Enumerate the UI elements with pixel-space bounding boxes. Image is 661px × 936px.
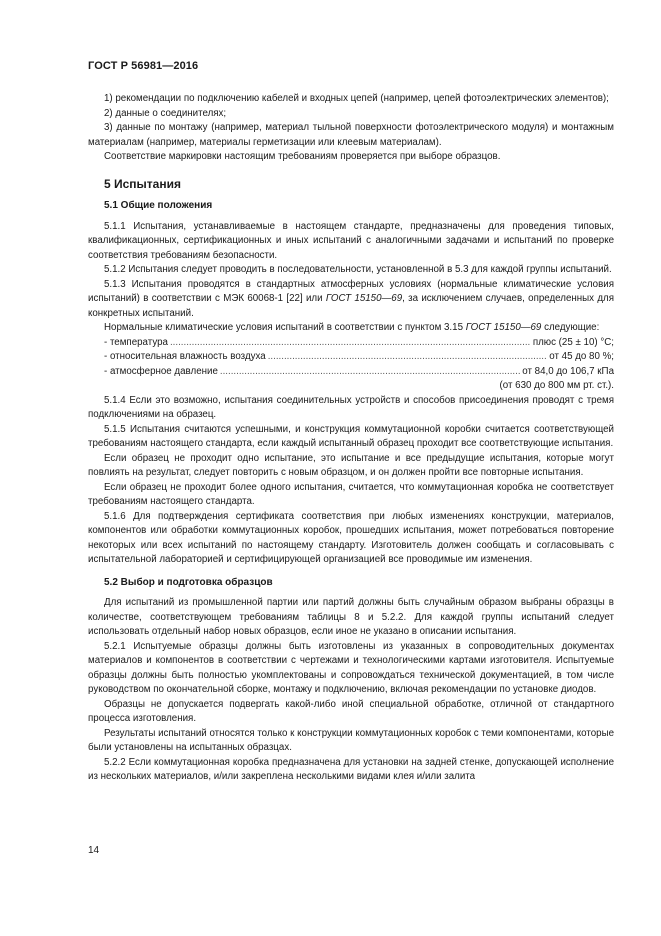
standard-reference: ГОСТ 15150—69 <box>325 293 403 304</box>
paragraph-5-2-1: 5.2.1 Испытуемые образцы должны быть изготовлены из указанных в сопроводительных документах материалов и компонентов в соответствии с чертежами и технологическими картами изготовителя. Испытуемые образцы должны быть полностью укомплектованы и сопровождаться технической документацией, в том числе руководством по окончательной сборке, монтажу и подключению, включая рекомендации по установке диодов. <box>88 640 614 695</box>
intro-check: Соответствие маркировки настоящим требованиям проверяется при выборе образцов. <box>104 151 501 162</box>
document-body <box>88 92 614 785</box>
paragraph-normal-conditions: Нормальные климатические условия испытаний в соответствии с пунктом 3.15 ГОСТ 15150—69 следующие: <box>104 322 600 333</box>
paragraph-5-1-3: 5.1.3 Испытания проводятся в стандартных атмосферных условиях (нормальные климатические условия испытаний) в соответствии с МЭК 60068-1 [22] или ГОСТ 15150—69, за исключением случаев, определенных для конкретных испытаний. <box>88 278 615 319</box>
intro-item-3: 3) данные по монтажу (например, материал тыльной поверхности фотоэлектрического модуля) и монтажным материалам (например, материалы герметизации или клеевым материалам). <box>88 122 614 148</box>
paragraph-5-2-2: 5.2.2 Если коммутационная коробка предназначена для установки на задней стенке, допускающей исполнение из нескольких материалов, и/или закреплена несколькими видами клея и/или залита <box>88 756 614 782</box>
paragraph-5-2-1-b: Образцы не допускается подвергать какой-либо иной специальной обработке, отличной от стандартного процесса изготовления. <box>88 698 614 724</box>
leader-dots <box>170 336 531 351</box>
pressure-mmhg: (от 630 до 800 мм рт. ст.). <box>499 380 614 391</box>
subsection-title-5-1: 5.1 Общие положения <box>104 200 213 211</box>
condition-pressure: - атмосферное давление ..... от 84,0 до 106,7 кПа <box>104 365 614 380</box>
paragraph-5-1-2: 5.1.2 Испытания следует проводить в последовательности, установленной в 5.3 для каждой группы испытаний. <box>104 264 612 275</box>
paragraph-5-2-1-c: Результаты испытаний относятся только к конструкции коммутационных коробок с теми компонентами, которые были установлены на испытанных образцах. <box>88 727 614 753</box>
paragraph-5-1-5-c: Если образец не проходит более одного испытания, считается, что коммутационная коробка не соответствует требованиям настоящего стандарта. <box>88 481 614 507</box>
standard-reference: ГОСТ 15150—69 <box>465 322 542 333</box>
page-number: 14 <box>88 845 100 856</box>
subsection-title-5-2: 5.2 Выбор и подготовка образцов <box>104 576 273 588</box>
condition-temperature: - температура ..... плюс (25 ± 10) °С; <box>104 336 614 351</box>
section-title: 5 Испытания <box>104 176 181 191</box>
intro-item-1: 1) рекомендации по подключению кабелей и входных цепей (например, цепей фотоэлектрических элементов); <box>104 93 609 104</box>
paragraph-5-1-6: 5.1.6 Для подтверждения сертификата соответствия при любых изменениях конструкции, материалов, компонентов или обработки коммутационных коробок, прошедших испытания, может потребоваться повторение некоторых или всех испытаний по настоящему стандарту. Изготовитель должен сообщать и согласовывать с испытательной лабораторией и сертифицирующей организацией все проводимые им изменения. <box>88 510 614 565</box>
paragraph-5-1-4: 5.1.4 Если это возможно, испытания соединительных устройств и способов присоединения проводят с тремя подключениями на образец. <box>88 394 614 420</box>
leader-dots <box>268 350 548 365</box>
paragraph-5-1-1: 5.1.1 Испытания, устанавливаемые в настоящем стандарте, предназначены для проведения типовых, квалификационных, сертификационных и иных испытаний с аналогичными задачами и испытаний по проверке соответствия требованиям безопасности. <box>88 220 614 261</box>
intro-item-2: 2) данные о соединителях; <box>104 107 227 119</box>
paragraph-5-2: Для испытаний из промышленной партии или партий должны быть случайным образом выбраны образцы в количестве, соответствующем требованиям таблицы 8 и 5.2.2. Для каждой группы испытаний следует использовать отдельный набор новых образцов, если иное не указано в описании испытания. <box>88 597 614 637</box>
condition-humidity: - относительная влажность воздуха ..... от 45 до 80 %; <box>104 350 614 365</box>
paragraph-5-1-5: 5.1.5 Испытания считаются успешными, и конструкция коммутационной коробки считается соответствующей требованиям настоящего стандарта, если каждый испытанный образец проходит все соответствующие испытания. <box>88 423 614 449</box>
paragraph-5-1-5-b: Если образец не проходит одно испытание, это испытание и все предыдущие испытания, которые могут повлиять на результат, следует повторить с новым образцом, и он должен пройти все повторные испытания. <box>88 452 614 478</box>
leader-dots <box>220 365 520 380</box>
document-header: ГОСТ Р 56981—2016 <box>88 60 199 72</box>
